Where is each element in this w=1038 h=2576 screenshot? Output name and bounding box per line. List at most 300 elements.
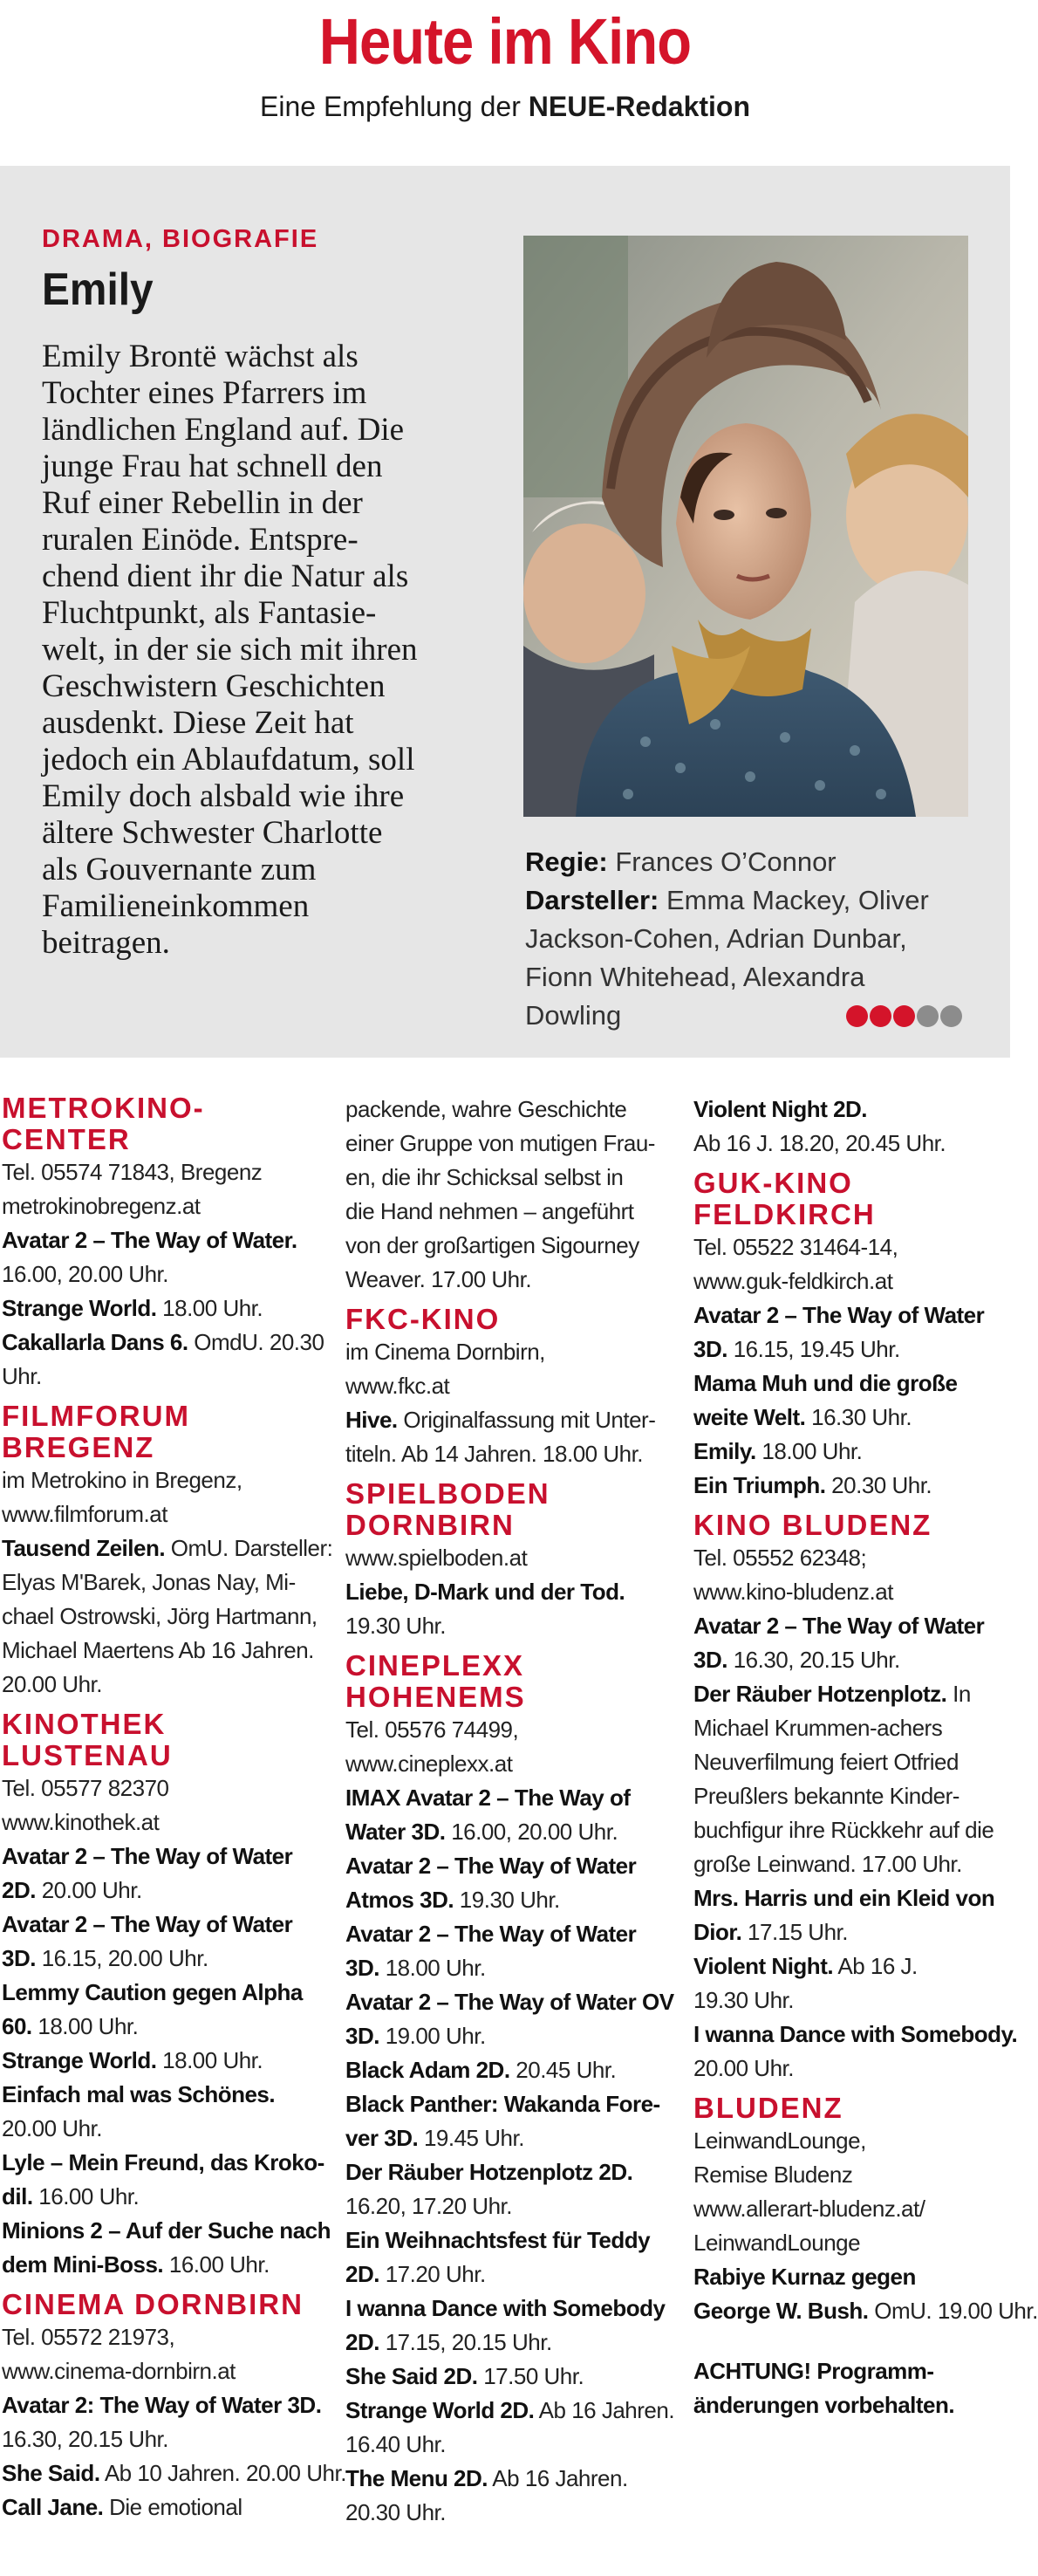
feature-text-line: beitragen. — [42, 925, 170, 961]
listing-detail: 20.00 Uhr. — [2, 2115, 102, 2141]
feature-text-line: chend dient ihr die Natur als — [42, 558, 409, 594]
listing-line — [693, 1609, 1007, 1643]
film-title: I wanna Dance with Somebody. — [693, 2021, 1018, 2047]
film-title: IMAX Avatar 2 – The Way of — [345, 1785, 631, 1811]
listing-line — [693, 1643, 1007, 1677]
listing-line — [693, 1435, 1007, 1469]
listing-line — [2, 2422, 330, 2456]
film-title: Ein Triumph. — [693, 1472, 826, 1498]
film-title: dil. — [2, 2183, 33, 2209]
listing-detail: 16.30 Uhr. — [805, 1404, 912, 1430]
cinema-name: CENTER — [2, 1123, 131, 1155]
listing-line — [2, 1805, 330, 1840]
listing-detail: www.fkc.at — [345, 1373, 450, 1399]
listing-line — [345, 2189, 666, 2223]
film-title: 3D. — [693, 1647, 727, 1673]
listing-detail: LeinwandLounge, — [693, 2127, 866, 2154]
listing-detail: www.guk-feldkirch.at — [693, 1268, 893, 1294]
film-title: Minions 2 – Auf der Suche nach — [2, 2217, 331, 2244]
listing-detail: 18.00 Uhr. — [755, 1438, 863, 1464]
film-title: Black Adam 2D. — [345, 2057, 510, 2083]
cinema-name: SPIELBODEN — [345, 1477, 550, 1510]
film-title: Strange World. — [2, 1295, 157, 1321]
listing-line — [2, 1531, 333, 1565]
listing-detail: 18.00 Uhr. — [379, 1955, 486, 1981]
listing-line — [693, 1711, 1007, 1745]
listing-detail: 19.30 Uhr. — [454, 1887, 560, 1913]
listing-detail: Neuverfilmung feiert Otfried — [693, 1749, 959, 1775]
listing-detail: 16.15, 19.45 Uhr. — [727, 1336, 900, 1362]
cinema-name: KINO BLUDENZ — [693, 1509, 932, 1541]
listing-line — [345, 2292, 666, 2326]
listing-detail: 20.00 Uhr. — [35, 1877, 142, 1903]
feature-text-line: als Gouvernante zum — [42, 852, 317, 887]
feature-text-line: Geschwistern Geschichten — [42, 668, 386, 704]
cinema-name: CINEMA DORNBIRN — [2, 2288, 304, 2320]
listing-line — [345, 1917, 666, 1951]
film-title: She Said. — [2, 2460, 100, 2486]
listing-detail: 20.30 Uhr. — [345, 2499, 446, 2525]
listing-line — [2, 1634, 330, 1668]
listing-line — [345, 1849, 666, 1883]
listing-line — [693, 1127, 1007, 1161]
film-title: ACHTUNG! Programm- — [693, 2358, 934, 2384]
listing-detail: von der großartigen Sigourney — [345, 1232, 639, 1258]
listing-detail: einer Gruppe von mutigen Frau- — [345, 1130, 655, 1156]
film-still-photo — [523, 236, 968, 817]
listing-line — [693, 2226, 1007, 2260]
listing-line — [693, 2388, 1007, 2422]
film-title: Der Räuber Hotzenplotz. — [693, 1681, 947, 1707]
cast-line: Jackson-Cohen, Adrian Dunbar, — [525, 923, 907, 954]
film-title: Violent Night 2D. — [693, 1096, 868, 1122]
listing-line — [345, 1161, 666, 1195]
film-title: 60. — [2, 2013, 32, 2039]
listing-line — [345, 1951, 666, 1985]
listing-detail: Elyas M'Barek, Jonas Nay, Mi- — [2, 1569, 296, 1595]
listing-detail: Ab 16 J. — [833, 1953, 918, 1979]
listing-line — [2, 1463, 330, 1497]
listing-detail: www.kino-bludenz.at — [693, 1579, 893, 1605]
feature-text-line: Fluchtpunkt, als Fantasie- — [42, 595, 377, 631]
listing-line — [693, 1575, 1007, 1609]
listing-line — [693, 1745, 1007, 1779]
listing-detail: en, die ihr Schicksal selbst in — [345, 1164, 624, 1190]
listing-detail: im Cinema Dornbirn, — [345, 1339, 545, 1365]
listing-line — [2, 1326, 330, 1360]
listing-line — [345, 1985, 674, 2019]
listing-line — [2, 1976, 330, 2010]
listing-line — [2, 1257, 330, 1291]
film-title: Liebe, D-Mark und der Tod. — [345, 1579, 625, 1605]
listing-line — [345, 2257, 666, 2292]
film-title: ver 3D. — [345, 2125, 419, 2151]
listing-line — [345, 1575, 666, 1609]
listing-line — [2, 2078, 330, 2112]
film-title: Avatar 2: The Way of Water 3D. — [2, 2392, 322, 2418]
film-title: Atmos 3D. — [345, 1887, 454, 1913]
film-title: Lemmy Caution gegen Alpha — [2, 1979, 303, 2005]
feature-text-line: ruralen Einöde. Entspre- — [42, 522, 359, 558]
film-title: Dior. — [693, 1919, 742, 1945]
listing-line — [345, 1335, 666, 1369]
film-title: Tausend Zeilen. — [2, 1535, 166, 1561]
listing-line — [345, 1815, 666, 1849]
listing-line — [693, 1230, 1007, 1264]
listing-detail: Tel. 05572 21973, — [2, 2324, 175, 2350]
film-title: 3D. — [2, 1945, 36, 1971]
listing-detail: große Leinwand. 17.00 Uhr. — [693, 1851, 962, 1877]
listing-line — [2, 1942, 330, 1976]
listing-line — [345, 2121, 666, 2155]
film-title: Strange World 2D. — [345, 2397, 535, 2423]
listing-detail: Ab 16 Jahren. — [488, 2465, 628, 2491]
listing-detail: 16.00 Uhr. — [163, 2251, 270, 2278]
listing-line — [2, 2388, 330, 2422]
listing-detail: OmU. Darsteller: — [165, 1535, 333, 1561]
film-title: Avatar 2 – The Way of Water. — [2, 1227, 297, 1253]
listing-line — [693, 2124, 1007, 2158]
listing-detail: 16.20, 17.20 Uhr. — [345, 2193, 512, 2219]
listing-line — [345, 2428, 666, 2462]
listing-line — [345, 2155, 666, 2189]
listing-detail: 19.30 Uhr. — [345, 1613, 446, 1639]
listing-line — [2, 1291, 330, 1326]
listing-detail: 19.00 Uhr. — [379, 2023, 486, 2049]
spacer — [693, 2328, 1007, 2354]
film-title: änderungen vorbehalten. — [693, 2392, 955, 2418]
rating-dot-empty — [940, 1005, 962, 1027]
feature-text-line: Tochter eines Pfarrers im — [42, 375, 367, 411]
listing-detail: www.kinothek.at — [2, 1809, 160, 1835]
listing-line — [2, 1874, 330, 1908]
listing-line — [2, 1908, 330, 1942]
listing-detail: 17.15 Uhr. — [741, 1919, 848, 1945]
cinema-name: METROKINO- — [2, 1092, 205, 1124]
listing-detail: Tel. 05576 74499, — [345, 1716, 519, 1743]
feature-text-line: jedoch ein Ablaufdatum, soll — [42, 742, 415, 778]
listing-detail: Michael Maertens Ab 16 Jahren. — [2, 1637, 314, 1663]
feature-text-line: ältere Schwester Charlotte — [42, 815, 383, 851]
listing-line — [693, 2260, 1007, 2294]
listing-detail: 16.40 Uhr. — [345, 2431, 446, 2457]
listing-line — [693, 2192, 1007, 2226]
listing-line — [345, 1127, 666, 1161]
listing-line — [2, 2456, 346, 2490]
film-title: Avatar 2 – The Way of Water — [2, 1843, 293, 1869]
listing-line — [693, 1333, 1007, 1367]
film-title: Ein Weihnachtsfest für Teddy — [345, 2227, 651, 2253]
listing-detail: 16.00 Uhr. — [32, 2183, 140, 2209]
listing-detail: 19.30 Uhr. — [693, 1987, 794, 2013]
cinema-name: LUSTENAU — [2, 1739, 173, 1771]
film-title: I wanna Dance with Somebody — [345, 2295, 666, 2321]
film-title: 3D. — [693, 1336, 727, 1362]
listing-detail: OmdU. 20.30 — [188, 1329, 324, 1355]
film-title: weite Welt. — [693, 1404, 806, 1430]
listing-line — [2, 1771, 330, 1805]
listing-detail: Tel. 05522 31464-14, — [693, 1234, 898, 1260]
listing-line — [2, 1600, 330, 1634]
listing-detail: buchfigur ihre Rückkehr auf die — [693, 1817, 994, 1843]
listing-detail: 20.45 Uhr. — [509, 2057, 617, 2083]
listing-line — [2, 2490, 330, 2525]
cast-line: Emma Mackey, Oliver — [659, 885, 929, 915]
listing-line — [345, 1541, 666, 1575]
listing-line — [345, 1229, 666, 1263]
film-title: Avatar 2 – The Way of Water — [345, 1853, 637, 1879]
listing-detail: Ab 16 Jahren. — [534, 2397, 675, 2423]
listing-line — [345, 1609, 666, 1643]
listing-detail: 18.00 Uhr. — [156, 2047, 263, 2073]
cinema-name: FILMFORUM — [2, 1400, 190, 1432]
page-subtitle — [0, 91, 1010, 123]
listing-detail: titeln. Ab 14 Jahren. 18.00 Uhr. — [345, 1441, 644, 1467]
film-title: Einfach mal was Schönes. — [2, 2081, 276, 2107]
listing-detail: Preußlers bekannte Kinder- — [693, 1783, 959, 1809]
listing-detail: packende, wahre Geschichte — [345, 1096, 627, 1122]
feature-text-line: Familieneinkommen — [42, 888, 310, 924]
listing-line — [345, 1437, 666, 1471]
listing-detail: Ab 10 Jahren. 20.00 Uhr. — [99, 2460, 346, 2486]
rating-dot-filled — [846, 1005, 868, 1027]
listing-line — [345, 2462, 666, 2496]
listing-line — [2, 2112, 330, 2146]
listing-detail: 16.00, 20.00 Uhr. — [445, 1819, 618, 1845]
listing-detail: In — [946, 1681, 971, 1707]
page-header — [0, 0, 1010, 166]
listing-detail: Originalfassung mit Unter- — [397, 1407, 656, 1433]
film-title: 2D. — [2, 1877, 36, 1903]
film-title: Water 3D. — [345, 1819, 446, 1845]
regie-value: Frances O’Connor — [607, 846, 837, 877]
listing-detail: 20.00 Uhr. — [2, 1671, 102, 1697]
listing-line — [345, 1713, 666, 1747]
listing-detail: LeinwandLounge — [693, 2230, 861, 2256]
regie-label: Regie: — [525, 846, 608, 877]
cinema-name: HOHENEMS — [345, 1681, 526, 1713]
listing-line — [345, 1093, 666, 1127]
listing-line — [345, 2326, 666, 2360]
rating-dots — [846, 1005, 964, 1028]
listing-line — [693, 2354, 1007, 2388]
listing-line — [693, 2294, 1038, 2328]
listing-detail: 18.00 Uhr. — [156, 1295, 263, 1321]
listing-line — [2, 2214, 330, 2248]
subtitle-publisher: NEUE-Redaktion — [528, 91, 750, 122]
listing-detail: www.cineplexx.at — [345, 1750, 513, 1777]
listing-line — [693, 1847, 1007, 1881]
listing-line — [693, 1367, 1007, 1401]
cinema-name: GUK-KINO FELDKIRCH — [693, 1167, 876, 1230]
listing-detail: 16.00, 20.00 Uhr. — [2, 1261, 168, 1287]
cinema-column-1 — [2, 1092, 346, 2525]
listing-detail: 16.30, 20.15 Uhr. — [2, 2426, 168, 2452]
listing-line — [693, 1677, 1007, 1711]
film-title: dem Mini-Boss. — [2, 2251, 164, 2278]
listing-line — [345, 2496, 666, 2530]
listing-line — [345, 2394, 675, 2428]
listing-detail: im Metrokino in Bregenz, — [2, 1467, 242, 1493]
listing-line — [2, 2320, 330, 2354]
film-title: 2D. — [345, 2329, 379, 2355]
listing-detail: OmU. 19.00 Uhr. — [868, 2298, 1038, 2324]
feature-text-line: Ruf einer Rebellin in der — [42, 485, 363, 521]
listing-line — [693, 1813, 1007, 1847]
listing-line — [345, 2019, 666, 2053]
listing-line — [693, 1915, 1007, 1949]
listing-line — [693, 1298, 1007, 1333]
film-still-illustration — [523, 236, 968, 817]
listing-line — [2, 2146, 330, 2180]
listing-line — [345, 1263, 666, 1297]
listing-detail: 19.45 Uhr. — [418, 2125, 524, 2151]
film-title: Avatar 2 – The Way of Water — [693, 1613, 985, 1639]
feature-description — [42, 339, 513, 962]
film-title: Black Panther: Wakanda Fore- — [345, 2091, 660, 2117]
listing-detail: Uhr. — [2, 1363, 42, 1389]
film-title: Emily. — [693, 1438, 756, 1464]
film-title: Rabiye Kurnaz gegen — [693, 2264, 916, 2290]
listing-line — [345, 2087, 666, 2121]
listing-detail: Remise Bludenz — [693, 2162, 853, 2188]
listing-line — [693, 1881, 1007, 1915]
subtitle-prefix: Eine Empfehlung der — [260, 91, 529, 122]
listing-line — [693, 1983, 1007, 2018]
listing-detail: Die emotional — [103, 2494, 242, 2520]
listing-detail: Michael Krummen-achers — [693, 1715, 943, 1741]
film-title: Avatar 2 – The Way of Water OV — [345, 1989, 674, 2015]
listing-line — [2, 1565, 330, 1600]
listing-line — [693, 1401, 1007, 1435]
feature-text-line: welt, in der sie sich mit ihren — [42, 632, 418, 668]
cinema-column-2 — [345, 1093, 675, 2530]
listing-detail: www.spielboden.at — [345, 1545, 528, 1571]
listing-line — [2, 1668, 330, 1702]
cinema-name: DORNBIRN — [345, 1509, 515, 1541]
film-title: 3D. — [345, 1955, 379, 1981]
listing-detail: Weaver. 17.00 Uhr. — [345, 1266, 532, 1292]
listing-detail: Tel. 05577 82370 — [2, 1775, 169, 1801]
film-title: George W. Bush. — [693, 2298, 869, 2324]
film-title: Avatar 2 – The Way of Water — [693, 1302, 985, 1328]
cast-label: Darsteller: — [525, 885, 659, 915]
film-title: Cakallarla Dans 6. — [2, 1329, 188, 1355]
film-title: Avatar 2 – The Way of Water — [2, 1911, 293, 1937]
listing-line — [693, 2052, 1007, 2086]
cinema-name: CINEPLEXX — [345, 1649, 525, 1682]
film-title: 3D. — [345, 2023, 379, 2049]
listing-line — [693, 1541, 1007, 1575]
listing-detail: 18.00 Uhr. — [31, 2013, 139, 2039]
listing-detail: 20.00 Uhr. — [693, 2055, 794, 2081]
listing-line — [2, 1497, 330, 1531]
listing-detail: 17.20 Uhr. — [379, 2261, 486, 2287]
listing-line — [345, 2223, 666, 2257]
listing-line — [693, 2018, 1018, 2052]
cast-line: Fionn Whitehead, Alexandra — [525, 962, 865, 992]
page-title: Heute im Kino — [318, 5, 692, 78]
listing-detail: die Hand nehmen – angeführt — [345, 1198, 634, 1224]
listing-line — [2, 1840, 330, 1874]
listing-line — [693, 1093, 1007, 1127]
listing-line — [693, 1949, 1007, 1983]
film-title: The Menu 2D. — [345, 2465, 488, 2491]
rating-dot-empty — [917, 1005, 939, 1027]
listing-line — [345, 2360, 666, 2394]
listing-line — [2, 2354, 330, 2388]
listing-line — [2, 2248, 330, 2282]
film-title: Avatar 2 – The Way of Water — [345, 1921, 637, 1947]
credit-regie — [525, 843, 979, 881]
listing-line — [2, 2180, 330, 2214]
feature-genre: DRAMA, BIOGRAFIE — [42, 225, 319, 253]
listing-detail: chael Ostrowski, Jörg Hartmann, — [2, 1603, 318, 1629]
feature-title: Emily — [42, 264, 154, 315]
film-title: Der Räuber Hotzenplotz 2D. — [345, 2159, 633, 2185]
feature-text-line: ausdenkt. Diese Zeit hat — [42, 705, 354, 741]
listing-detail: www.filmforum.at — [2, 1501, 167, 1527]
featured-film-box — [0, 166, 1010, 1058]
listing-line — [693, 1264, 1007, 1298]
listing-detail: Ab 16 J. 18.20, 20.45 Uhr. — [693, 1130, 946, 1156]
listing-line — [345, 2053, 666, 2087]
listing-line — [693, 1469, 1007, 1503]
cinema-name: BLUDENZ — [693, 2092, 843, 2124]
listing-line — [2, 1155, 330, 1189]
listing-detail: Tel. 05552 62348; — [693, 1545, 867, 1571]
feature-text-line: junge Frau hat schnell den — [42, 449, 383, 484]
listing-detail: 17.50 Uhr. — [477, 2363, 584, 2389]
feature-text-line: ländlichen England auf. Die — [42, 412, 405, 448]
film-title: 2D. — [345, 2261, 379, 2287]
listing-detail: 16.30, 20.15 Uhr. — [727, 1647, 900, 1673]
listing-detail: www.allerart-bludenz.at/ — [693, 2196, 925, 2222]
film-title: Call Jane. — [2, 2494, 104, 2520]
film-title: Violent Night. — [693, 1953, 834, 1979]
listing-detail: metrokinobregenz.at — [2, 1193, 201, 1219]
listing-line — [693, 2158, 1007, 2192]
rating-dot-filled — [893, 1005, 915, 1027]
listing-line — [693, 1779, 1007, 1813]
listing-line — [2, 1223, 330, 1257]
listing-line — [345, 1883, 666, 1917]
listing-line — [345, 1403, 666, 1437]
listing-detail: 17.15, 20.15 Uhr. — [379, 2329, 552, 2355]
film-title: Hive. — [345, 1407, 398, 1433]
listing-line — [2, 2044, 330, 2078]
listing-line — [345, 1781, 666, 1815]
film-title: Mama Muh und die große — [693, 1370, 958, 1396]
film-title: Mrs. Harris und ein Kleid von — [693, 1885, 995, 1911]
cinema-name: BREGENZ — [2, 1431, 155, 1463]
listing-line — [2, 2010, 330, 2044]
film-title: Strange World. — [2, 2047, 157, 2073]
listing-line — [345, 1195, 666, 1229]
listing-detail: Tel. 05574 71843, Bregenz — [2, 1159, 263, 1185]
feature-text-line: Emily Brontë wächst als — [42, 339, 359, 374]
feature-text-line: Emily doch alsbald wie ihre — [42, 778, 405, 814]
film-title: Lyle – Mein Freund, das Kroko- — [2, 2149, 324, 2175]
listing-detail: www.cinema-dornbirn.at — [2, 2358, 236, 2384]
cinema-column-3 — [693, 1093, 1038, 2422]
listing-line — [2, 1360, 330, 1394]
cast-line: Dowling — [525, 1000, 622, 1031]
listing-detail: 16.15, 20.00 Uhr. — [35, 1945, 208, 1971]
listing-line — [2, 1189, 330, 1223]
cinema-name: FKC-KINO — [345, 1303, 501, 1335]
cinema-name: KINOTHEK — [2, 1708, 167, 1740]
